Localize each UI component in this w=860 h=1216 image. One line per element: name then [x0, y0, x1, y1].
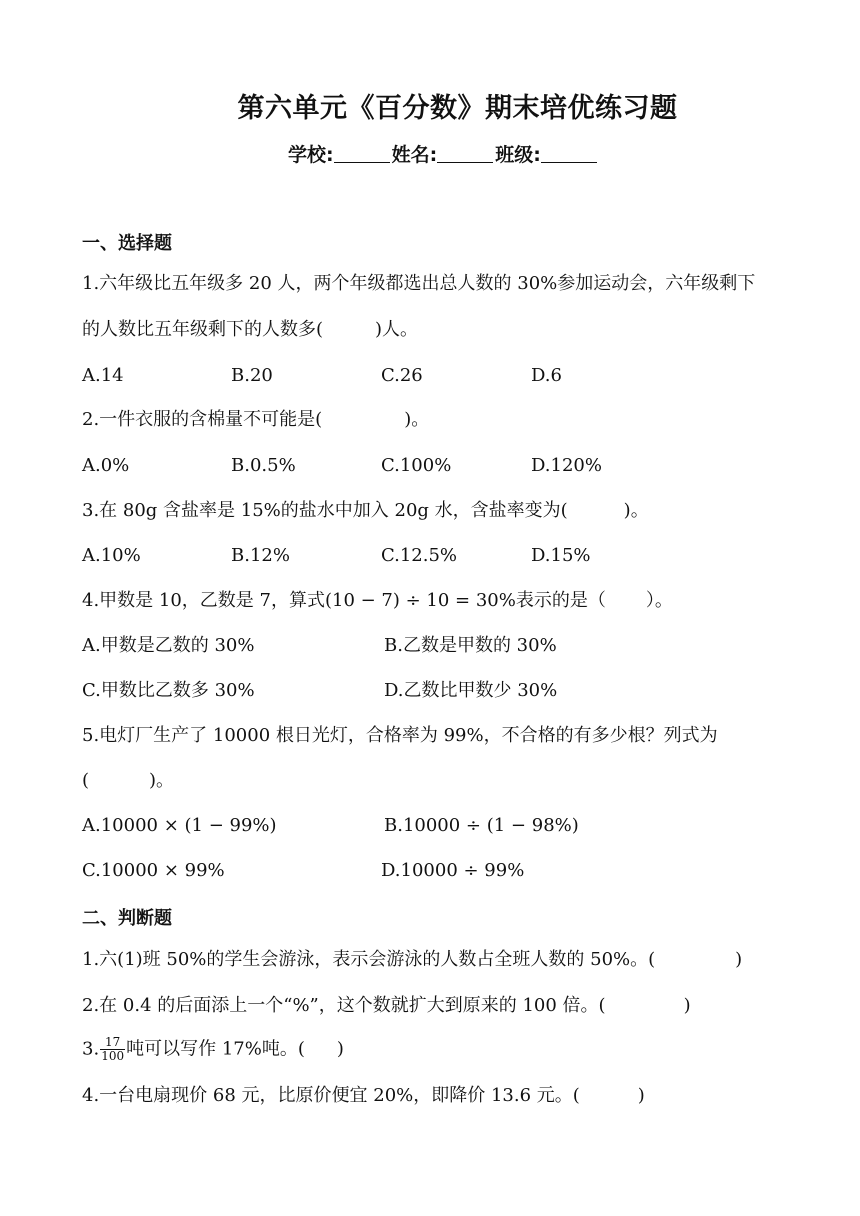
j3-text: 吨可以写作 17%吨。( — [126, 1038, 305, 1060]
name-blank[interactable] — [437, 144, 493, 163]
q5-option-a[interactable]: A.10000 × (1 − 99%) — [82, 815, 277, 836]
j3-prefix: 3. — [82, 1038, 100, 1060]
j2-line — [82, 994, 691, 1018]
q5-text-a: ( — [82, 770, 90, 791]
page-title: 第六单元《百分数》期末培优练习题 — [237, 93, 678, 124]
class-label: 班级: — [495, 144, 541, 166]
name-label: 姓名: — [391, 144, 438, 166]
q4-text-a: 4.甲数是 10，乙数是 7，算式(10 − 7) ÷ 10 = 30%表示的是（ — [82, 590, 606, 611]
q2-text-b: )。 — [404, 409, 430, 430]
q4-line — [82, 589, 673, 613]
q5-text-b: )。 — [149, 770, 175, 791]
j2-close: ) — [683, 995, 691, 1016]
q2-option-a[interactable]: A.0% — [82, 455, 130, 476]
q5-option-d[interactable]: D.10000 ÷ 99% — [381, 860, 525, 881]
q1-option-a[interactable]: A.14 — [82, 365, 124, 386]
j4-text: 4.一台电扇现价 68 元，比原价便宜 20%，即降价 13.6 元。( — [82, 1085, 580, 1106]
q1-line2 — [82, 318, 418, 342]
q4-option-d[interactable]: D.乙数比甲数少 30% — [384, 680, 558, 701]
q3-text-a: 3.在 80g 含盐率是 15%的盐水中加入 20g 水，含盐率变为( — [82, 500, 568, 521]
school-blank[interactable] — [334, 144, 390, 163]
class-blank[interactable] — [541, 144, 597, 163]
j4-close: ) — [637, 1085, 645, 1106]
j1-line — [82, 948, 742, 972]
q2-option-c[interactable]: C.100% — [381, 455, 452, 476]
section-heading-choice: 一、选择题 — [82, 233, 172, 254]
q3-line — [82, 499, 649, 523]
j3-fraction-denominator: 100 — [101, 1049, 125, 1063]
j1-text: 1.六(1)班 50%的学生会游泳，表示会游泳的人数占全班人数的 50%。( — [82, 949, 656, 970]
q1-text-b: )人。 — [375, 319, 419, 340]
q2-option-b[interactable]: B.0.5% — [231, 455, 296, 476]
student-info — [288, 140, 599, 167]
q2-text-a: 2.一件衣服的含棉量不可能是( — [82, 409, 323, 430]
q2-option-d[interactable]: D.120% — [531, 455, 602, 476]
q1-line1: 1.六年级比五年级多 20 人，两个年级都选出总人数的 30%参加运动会，六年级剩下 — [82, 273, 756, 294]
q4-option-c[interactable]: C.甲数比乙数多 30% — [82, 680, 255, 701]
q3-option-c[interactable]: C.12.5% — [381, 545, 458, 566]
q1-text-a: 的人数比五年级剩下的人数多( — [82, 319, 324, 340]
section-heading-judge: 二、判断题 — [82, 908, 172, 929]
q4-option-b[interactable]: B.乙数是甲数的 30% — [384, 635, 557, 656]
j3-fraction — [100, 1036, 125, 1063]
q3-option-a[interactable]: A.10% — [82, 545, 141, 566]
q2-line — [82, 408, 429, 432]
q1-option-d[interactable]: D.6 — [531, 365, 562, 386]
q5-line2 — [82, 769, 174, 793]
j1-close: ) — [735, 949, 743, 970]
q4-text-b: ）。 — [645, 590, 673, 611]
school-label: 学校: — [288, 144, 334, 166]
j3-fraction-numerator: 17 — [100, 1036, 125, 1050]
q3-text-b: )。 — [623, 500, 649, 521]
q3-option-b[interactable]: B.12% — [231, 545, 290, 566]
q5-line1: 5.电灯厂生产了 10000 根日光灯，合格率为 99%，不合格的有多少根？列式为 — [82, 725, 718, 746]
j2-text: 2.在 0.4 的后面添上一个“%”，这个数就扩大到原来的 100 倍。( — [82, 995, 606, 1016]
q5-option-c[interactable]: C.10000 × 99% — [82, 860, 225, 881]
j3-line — [82, 1036, 344, 1063]
j4-line — [82, 1084, 645, 1108]
q5-option-b[interactable]: B.10000 ÷ (1 − 98%) — [384, 815, 579, 836]
q1-option-b[interactable]: B.20 — [231, 365, 273, 386]
q1-option-c[interactable]: C.26 — [381, 365, 423, 386]
q3-option-d[interactable]: D.15% — [531, 545, 591, 566]
q4-option-a[interactable]: A.甲数是乙数的 30% — [82, 635, 255, 656]
j3-close: ) — [336, 1038, 344, 1060]
